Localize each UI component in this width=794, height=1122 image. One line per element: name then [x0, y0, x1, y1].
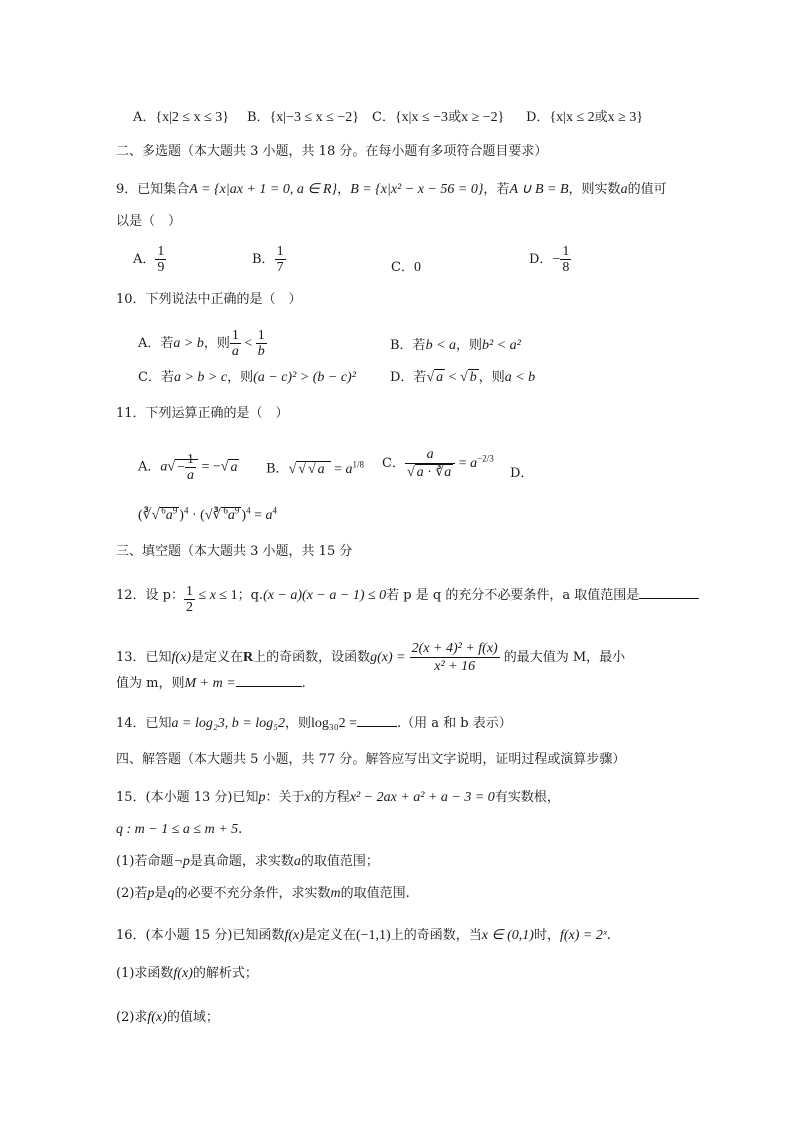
q9-text: 的值可 — [627, 182, 667, 197]
q9-var: a — [620, 182, 628, 197]
section-2-title: 二、多选题（本大题共 3 小题，共 18 分。在每小题有多项符合题目要求） — [116, 144, 548, 159]
q15-var: ¬p — [173, 854, 190, 869]
q11-option-a: A．a√ − $\frac{1}{a}$ = −√ a — [138, 452, 238, 483]
q16-text: 上的奇函数，当 — [390, 928, 482, 943]
q15-var: x — [304, 790, 311, 805]
q15-text: 是真命题，求实数 — [189, 854, 294, 869]
q16-condition: x ∈ (0,1) — [481, 928, 534, 943]
q15-text: 15．(本小题 13 分)已知 — [116, 790, 259, 805]
q15-q-condition: q : m − 1 ≤ a ≤ m + 5 — [116, 822, 239, 837]
q9-option-b — [252, 244, 286, 275]
numerator: 1 — [157, 244, 165, 259]
option-math: {x|−3 ≤ x ≤ −2} — [269, 110, 359, 125]
q16-text: 的值域； — [166, 1010, 219, 1025]
q9-stem — [116, 180, 734, 200]
q16-fx: f(x) — [173, 966, 193, 981]
option-label: D． — [526, 110, 550, 125]
q15-part-1 — [116, 852, 734, 872]
answer-blank[interactable] — [357, 714, 397, 727]
option-math: b < a — [425, 338, 457, 353]
q13-stem — [116, 640, 734, 675]
q15-equation: x² − 2ax + a² + a − 3 = 0 — [349, 790, 495, 805]
q15-text: ：关于 — [265, 790, 305, 805]
q14-text: .（用 a 和 b 表示） — [397, 716, 512, 731]
q15-var: p — [147, 886, 155, 901]
q8-option-d — [526, 108, 643, 128]
section-4-title: 四、解答题（本大题共 5 小题，共 77 分。解答应写出文字说明，证明过程或演算步骤） — [116, 752, 626, 767]
fraction — [410, 640, 500, 675]
option-label: B． — [247, 110, 270, 125]
q15-text: 的方程 — [310, 790, 350, 805]
q9-set-b: B = {x|x² − x − 56 = 0} — [350, 182, 484, 197]
q15-text: . — [238, 822, 243, 837]
denominator: 9 — [157, 260, 165, 275]
q14-text: 14．已知 — [116, 716, 172, 731]
option-text: ，则 — [456, 338, 483, 353]
option-label: B． — [252, 252, 275, 267]
q11-stem: 11．下列运算正确的是（ ） — [116, 406, 289, 421]
q16-text: 是定义在 — [303, 928, 356, 943]
or-text: 或 — [594, 110, 608, 125]
q16-text: (1)求函数 — [116, 966, 174, 981]
option-label: C． — [372, 110, 395, 125]
fraction — [155, 244, 166, 275]
option-label: B． — [266, 461, 289, 477]
q16-text: 16．(本小题 15 分)已知函数 — [116, 928, 285, 943]
q14-text: ，则 — [284, 716, 311, 731]
q9-text: ，若 — [483, 182, 510, 197]
answer-blank[interactable] — [639, 586, 699, 599]
q10-option-a: A．若a > b，则 $\frac{1}{a}$ < $\frac{1}{b}$ — [138, 328, 265, 359]
q13-expr: M + m = — [184, 676, 236, 691]
option-math: {x|2 ≤ x ≤ 3} — [155, 110, 229, 125]
q11-option-d — [510, 464, 533, 484]
q15-text: 是 — [154, 886, 168, 901]
q10-stem: 10．下列说法中正确的是（ ） — [116, 292, 302, 307]
q10-option-d: D．若√ a < √ b ，则a < b — [390, 370, 536, 385]
option-math: x ≥ −2} — [461, 110, 505, 125]
option-math: x ≥ 3} — [607, 110, 644, 125]
numerator: 1 — [562, 244, 570, 259]
q8-option-a — [133, 108, 229, 128]
q12-text: 12．设 p： — [116, 588, 184, 603]
option-text: ，则 — [203, 336, 230, 351]
q16-domain: (−1,1) — [355, 928, 391, 943]
option-math: 0 — [413, 260, 421, 275]
denominator: x² + 16 — [434, 659, 476, 674]
q15-var: q — [167, 886, 175, 901]
q15-text: 的必要不充分条件，求实数 — [174, 886, 331, 901]
q16-fx: f(x) — [147, 1010, 167, 1025]
or-text: 或 — [448, 110, 462, 125]
q13-fx: f(x) — [171, 650, 191, 665]
q13-text: 13．已知 — [116, 650, 172, 665]
option-label: D． — [529, 252, 553, 267]
q9-option-a — [133, 244, 166, 275]
answer-blank[interactable] — [236, 674, 302, 687]
q11-option-d-expr: (∛√ $^6a^9$ )$^4$ · (√∛ $^6a^9$ )$^4 = a^4$ — [138, 505, 277, 523]
option-math: {x|x ≤ −3 — [394, 110, 449, 125]
q16-part-2 — [116, 1008, 734, 1028]
option-label: B．若 — [390, 338, 426, 353]
q15-text: (1)若命题 — [116, 854, 174, 869]
q12-stem: 12．设 p： $\frac{1}{2}$ ≤ x ≤ 1；q.(x − a)(x − a − 1) ≤ 0若 p 是 q 的充分不必要条件，a 取值范围是 — [116, 584, 734, 615]
q9-condition: A ∪ B = B — [509, 182, 569, 197]
q13-text: 上的奇函数，设函数 — [253, 650, 371, 665]
numerator: 1 — [276, 244, 284, 259]
q11-option-c: C． $\frac{a}{√ a \cdot ∛a}$ = $a^{-2/3}$ — [382, 447, 494, 480]
fraction: $\frac{1}{2}$ — [186, 584, 193, 615]
q16-fx: f(x) — [284, 928, 304, 943]
q8-option-b — [247, 108, 359, 128]
option-label: A．若 — [138, 336, 174, 351]
q13-stem-line2 — [116, 674, 734, 694]
q9-text: ， — [337, 182, 351, 197]
option-label: C． — [391, 260, 414, 275]
q16-text: 的解析式； — [192, 966, 258, 981]
q8-option-c — [372, 108, 504, 128]
q14-expr: log₃₀2 = — [310, 716, 358, 731]
fraction: $\frac{1}{a}$ — [231, 328, 239, 359]
denominator: 8 — [562, 260, 570, 275]
option-label: C．若 — [138, 370, 174, 385]
fraction — [560, 244, 571, 275]
q10-option-b — [390, 336, 521, 356]
q13-text: 的最大值为 M，最小 — [503, 650, 626, 665]
q13-text: 值为 m，则 — [116, 676, 185, 691]
q15-text: 的取值范围； — [300, 854, 379, 869]
option-math: b² < a² — [482, 338, 521, 353]
option-label: A． — [133, 252, 156, 267]
numerator: 2(x + 4)² + f(x) — [411, 641, 498, 656]
q16-text: 时， — [533, 928, 560, 943]
option-text: ，则 — [227, 370, 254, 385]
q9-text: ，则实数 — [568, 182, 621, 197]
q13-text: . — [301, 676, 306, 691]
option-label: D． — [510, 466, 534, 481]
q10-option-c — [138, 368, 356, 388]
option-math: a > b > c — [173, 370, 228, 385]
q9-number: 9． — [116, 182, 138, 197]
q14-given: a = log₂3, b = log₅2 — [171, 716, 285, 731]
q16-text: (2)求 — [116, 1010, 148, 1025]
q16-text: . — [606, 928, 611, 943]
fraction — [275, 244, 286, 275]
option-math: (a − c)² > (b − c)² — [253, 370, 356, 385]
option-math: {x|x ≤ 2 — [549, 110, 595, 125]
q9-option-d — [529, 244, 571, 275]
q12-condition: (x − a)(x − a − 1) ≤ 0 — [263, 588, 387, 603]
option-text: ，则 — [478, 370, 505, 385]
q12-text: 若 p 是 q 的充分不必要条件，a 取值范围是 — [386, 588, 640, 603]
q9-text: 已知集合 — [137, 182, 190, 197]
fraction: $\frac{1}{b}$ — [257, 328, 265, 359]
q9-set-a: A = {x|ax + 1 = 0, a ∈ R} — [189, 182, 338, 197]
option-label: D．若 — [390, 370, 427, 385]
real-set: R — [243, 650, 254, 665]
option-label: C． — [382, 456, 405, 471]
q16-stem — [116, 926, 734, 946]
q15-text: (2)若 — [116, 886, 148, 901]
denominator: 7 — [276, 260, 284, 275]
q14-stem — [116, 714, 734, 734]
q15-text: 有实数根， — [494, 790, 560, 805]
q15-var: m — [330, 886, 341, 901]
q15-var: p — [258, 790, 266, 805]
q16-part-1 — [116, 964, 734, 984]
q13-text: 是定义在 — [190, 650, 243, 665]
q12-text: ；q. — [237, 588, 264, 603]
q9-stem-line2: 以是（ ） — [116, 214, 182, 229]
q9-option-c — [391, 258, 421, 278]
q15-text: 的取值范围. — [340, 886, 410, 901]
q13-gx: g(x) = — [370, 650, 406, 665]
q15-var: a — [293, 854, 301, 869]
section-3-title: 三、填空题（本大题共 3 小题，共 15 分 — [116, 544, 353, 559]
q15-part-2 — [116, 884, 734, 904]
option-math: a > b — [173, 336, 204, 351]
q16-definition: f(x) = 2ˣ — [559, 928, 607, 943]
option-label: A． — [138, 459, 161, 475]
q15-q-line — [116, 820, 734, 840]
option-label: A． — [133, 110, 156, 125]
q11-option-b: B．√ √ √ $a = a^{1/8}$ — [266, 459, 365, 477]
minus-sign: − — [552, 252, 561, 267]
q15-stem — [116, 788, 734, 808]
option-math: a < b — [504, 370, 536, 385]
